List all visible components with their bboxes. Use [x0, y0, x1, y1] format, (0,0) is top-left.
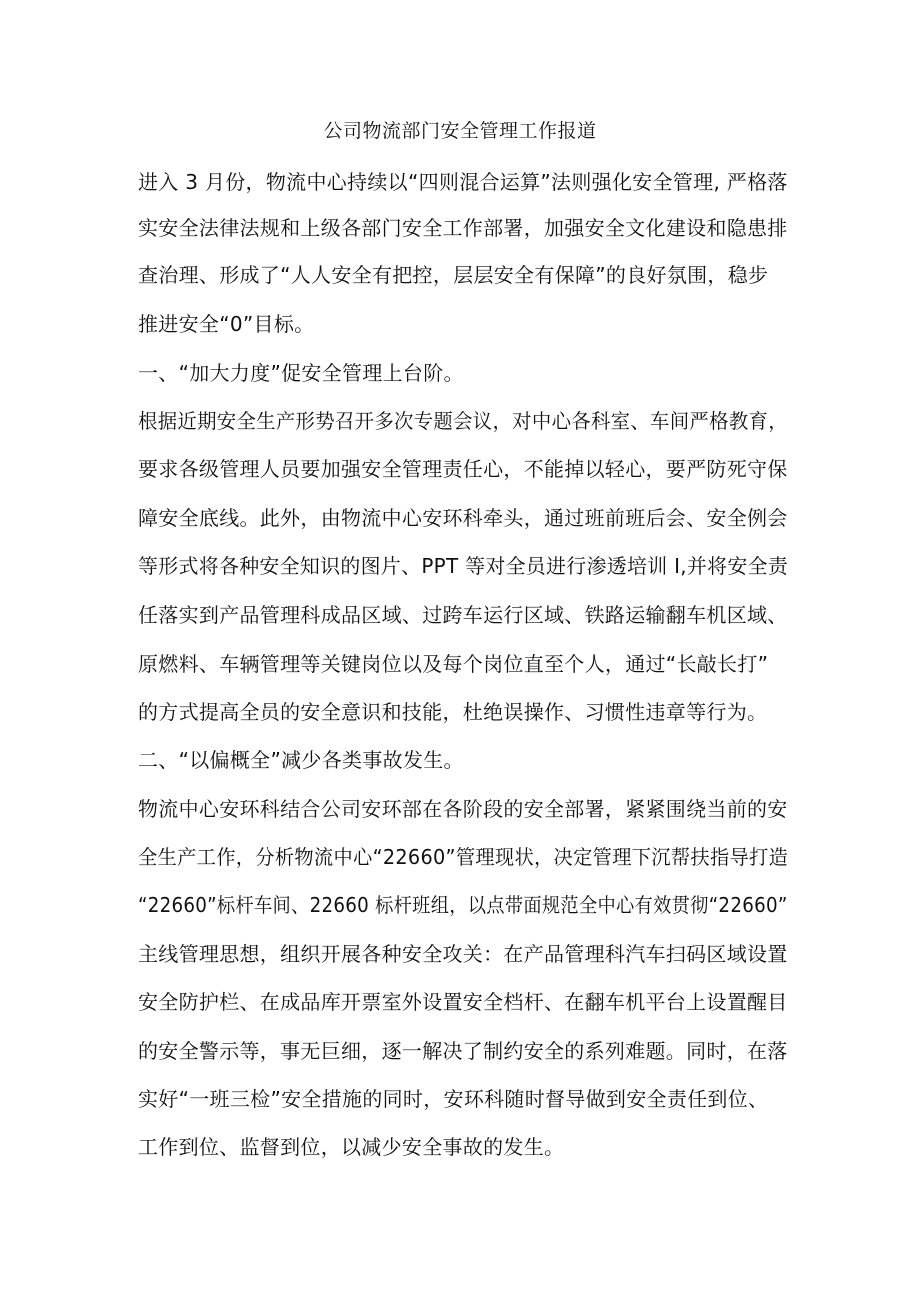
text-line: 等形式将各种安全知识的图片、PPT 等对全员进行渗透培训 I,并将安全责 [138, 554, 789, 578]
text-line: 要求各级管理人员要加强安全管理责任心，不能掉以轻心，要严防死守保 [138, 457, 788, 481]
text-line: 安全防护栏、在成品库开票室外设置安全档杆、在翻车机平台上设置醒目 [138, 990, 788, 1014]
text-line: 全生产工作，分析物流中心“22660”管理现状，决定管理下沉帮扶指导打造 [138, 845, 789, 869]
text-line: 原燃料、车辆管理等关键岗位以及每个岗位直至个人，通过“长敲长打” [138, 652, 769, 676]
text-line: 工作到位、监督到位，以减少安全事故的发生。 [138, 1135, 565, 1159]
section-heading-2: 二、“以偏概全”减少各类事故发生。 [138, 748, 464, 772]
text-line: 的方式提高全员的安全意识和技能，杜绝误操作、习惯性违章等行为。 [138, 700, 768, 724]
text-line: 实安全法律法规和上级各部门安全工作部署，加强安全文化建设和隐患排 [138, 216, 788, 240]
text-line: 推进安全“0”目标。 [138, 312, 315, 336]
text-line: “22660”标杆车间、22660 标杆班组，以点带面规范全中心有效贯彻“22660” [138, 893, 788, 917]
text-line: 障安全底线。此外，由物流中心安环科牵头，通过班前班后会、安全例会 [138, 506, 788, 530]
text-line: 主线管理思想，组织开展各种安全攻关：在产品管理科汽车扫码区域设置 [138, 942, 788, 966]
section-heading-1: 一、“加大力度”促安全管理上台阶。 [138, 361, 464, 385]
text-line: 根据近期安全生产形势召开多次专题会议，对中心各科室、车间严格教育， [138, 409, 788, 433]
text-line: 物流中心安环科结合公司安环部在各阶段的安全部署，紧紧围绕当前的安 [138, 797, 788, 821]
document-title: 公司物流部门安全管理工作报道 [323, 120, 597, 142]
text-line: 进入 3 月份，物流中心持续以“四则混合运算”法则强化安全管理, 严格落 [138, 170, 788, 194]
text-line: 实好“一班三检”安全措施的同时，安环科随时督导做到安全责任到位、 [138, 1087, 769, 1111]
text-line: 的安全警示等，事无巨细，逐一解决了制约安全的系列难题。同时，在落 [138, 1039, 788, 1063]
text-line: 任落实到产品管理科成品区域、过跨车运行区域、铁路运输翻车机区域、 [138, 603, 788, 627]
text-line: 查治理、形成了“人人安全有把控，层层安全有保障”的良好氛围，稳步 [138, 263, 769, 287]
